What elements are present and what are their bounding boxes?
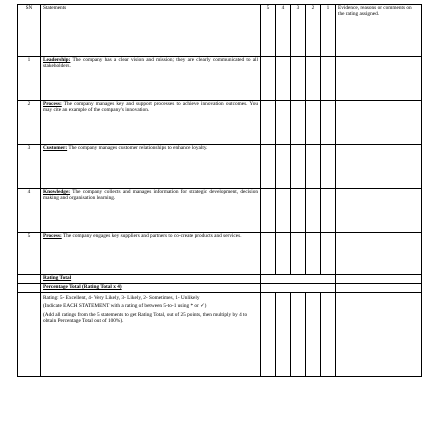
evidence-cell[interactable] [336,57,422,101]
rating-2-header: 2 [306,5,321,57]
rating-total-sn-cell [18,275,41,284]
header-row [18,5,422,57]
rating-4-cell[interactable] [276,233,291,275]
percentage-total-evidence-cell [336,284,422,293]
rating-1-cell[interactable] [321,101,336,145]
notes-sn-cell [18,293,41,377]
statement-body: The company engages key suppliers and partners to co-create products and services. [62,233,242,239]
evidence-cell[interactable] [336,145,422,189]
statement-number: 1 [18,57,41,101]
rating-5-cell[interactable] [261,233,276,275]
rating-1-cell[interactable] [321,189,336,233]
percentage-total-value[interactable] [261,284,336,293]
rating-5-cell[interactable] [261,101,276,145]
statement-text [41,233,261,275]
statement-body: The company has a clear vision and mission; they are clearly communicated to all stakeholders. [43,57,258,70]
rating-2-cell[interactable] [306,189,321,233]
statement-text [41,189,261,233]
rating-1-header: 1 [321,5,336,57]
rating-4-cell[interactable] [276,101,291,145]
statement-text [41,101,261,145]
rating-3-cell[interactable] [291,101,306,145]
rating-3-header: 3 [291,5,306,57]
rating-total-label: Rating Total [41,275,261,284]
rating-2-cell[interactable] [306,145,321,189]
notes-blank-cell [291,293,306,377]
sn-header: SN [18,5,41,57]
statement-number: 2 [18,101,41,145]
notes-blank-cell [321,293,336,377]
statement-number: 4 [18,189,41,233]
statement-body: The company manages key and support processes to achieve innovation outcomes. You may cite an example of the company's innovation. [43,101,259,114]
rating-2-cell[interactable] [306,57,321,101]
rating-1-cell[interactable] [321,57,336,101]
notes-blank-cell [276,293,291,377]
notes-blank-cell [261,293,276,377]
rating-3-cell[interactable] [291,189,306,233]
statement-row [18,233,422,275]
statement-number: 5 [18,233,41,275]
rating-5-cell[interactable] [261,145,276,189]
notes-cell [41,293,261,377]
statement-text [41,57,261,101]
rating-3-cell[interactable] [291,57,306,101]
statement-body: The company manages customer relationships to enhance loyalty. [68,145,208,151]
statement-category: Customer: [43,145,68,151]
rating-5-cell[interactable] [261,57,276,101]
rating-2-cell[interactable] [306,233,321,275]
evidence-cell[interactable] [336,233,422,275]
percentage-total-row [18,284,422,293]
statement-category: Process: [43,233,62,239]
indicate-note: (Indicate EACH STATEMENT with a rating of between 5-to-1 using * or ✓) [43,303,207,310]
notes-blank-cell [336,293,422,377]
rating-2-cell[interactable] [306,101,321,145]
statement-row [18,145,422,189]
statement-row [18,57,422,101]
rating-total-value[interactable] [261,275,336,284]
rating-4-header: 4 [276,5,291,57]
rating-5-cell[interactable] [261,189,276,233]
innovation-rating-table [17,4,422,377]
rating-4-cell[interactable] [276,189,291,233]
evidence-header: Evidence, reasons or comments on the rating assigned. [336,5,422,57]
rating-5-header: 5 [261,5,276,57]
statement-row [18,189,422,233]
statement-category: Leadership: [43,57,71,63]
rating-total-row [18,275,422,284]
statements-header: Statements [41,5,261,57]
rating-3-cell[interactable] [291,145,306,189]
statement-category: Knowledge: [43,189,71,195]
notes-blank-cell [306,293,321,377]
statement-category: Process: [43,101,62,107]
rating-total-evidence-cell [336,275,422,284]
statement-row [18,101,422,145]
rating-1-cell[interactable] [321,145,336,189]
statement-body: The company collects and manages information for strategic development, decision making and organisation learning. [43,189,259,202]
evidence-cell[interactable] [336,189,422,233]
notes-row [18,293,422,377]
add-ratings-note: (Add all ratings from the 5 statements to get Rating Total, out of 25 points, then multiply by 4 to obtain Percentage Total out of 100%). [43,311,248,325]
rating-4-cell[interactable] [276,145,291,189]
percentage-total-label: Percentage Total (Rating Total x 4) [41,284,261,293]
evidence-cell[interactable] [336,101,422,145]
statement-number: 3 [18,145,41,189]
rating-1-cell[interactable] [321,233,336,275]
survey-document [17,4,421,438]
statement-text [41,145,261,189]
rating-4-cell[interactable] [276,57,291,101]
rating-3-cell[interactable] [291,233,306,275]
rating-scale-note: Rating: 5- Excellent, 4- Very Likely, 3- Likely, 2- Sometimes, 1- Unlikely [43,295,200,301]
percentage-total-sn-cell [18,284,41,293]
